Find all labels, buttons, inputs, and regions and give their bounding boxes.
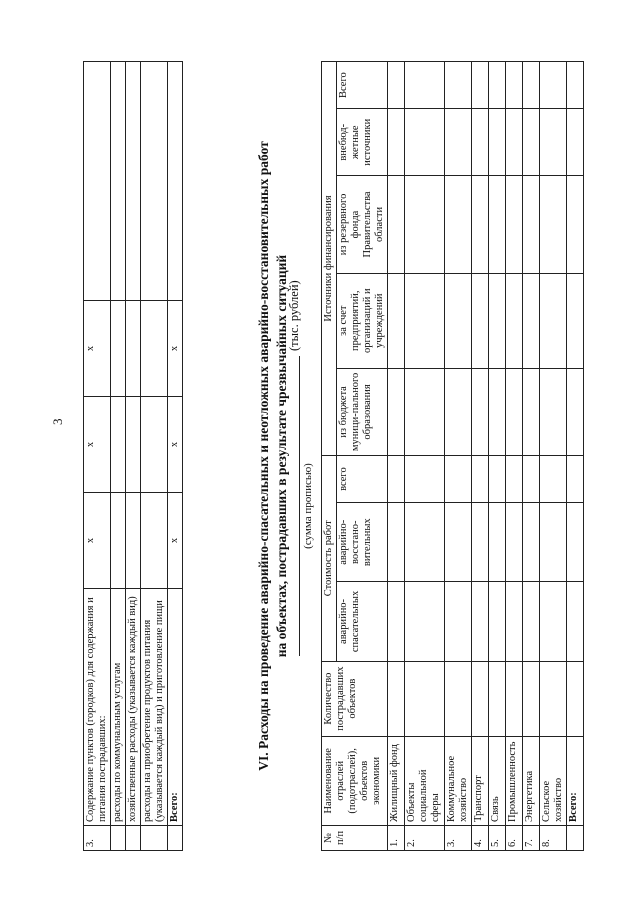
rotated-page-content — [83, 61, 628, 851]
row-value — [471, 176, 488, 273]
row-value — [444, 582, 471, 661]
row-value — [126, 493, 141, 589]
row-label: Транспорт — [471, 736, 488, 825]
row-value — [505, 503, 522, 582]
row-value: x — [84, 301, 111, 397]
row-value — [522, 273, 539, 368]
row-label: Энергетика — [522, 736, 539, 825]
header-src-offbudget: внебюд-жетные источники — [337, 109, 388, 176]
row-number: 3. — [84, 826, 111, 851]
row-value — [522, 661, 539, 736]
row-value — [141, 62, 168, 301]
row-value — [522, 368, 539, 455]
row-value — [444, 109, 471, 176]
table-row — [444, 62, 471, 851]
row-number: 4. — [471, 825, 488, 850]
row-value — [126, 62, 141, 301]
section-title-line1: VI. Расходы на проведение аварийно-спасательных и неотложных аварийно-восстановительных работ — [256, 141, 271, 771]
table-row — [141, 62, 168, 851]
row-value — [388, 368, 405, 455]
row-value — [471, 273, 488, 368]
table-row — [522, 62, 539, 851]
row-value — [111, 301, 126, 397]
row-value — [488, 109, 505, 176]
row-value — [444, 62, 471, 109]
header-row-1 — [322, 62, 337, 851]
header-num: № п/п — [322, 825, 388, 850]
row-value: x — [84, 493, 111, 589]
row-value — [405, 456, 444, 503]
row-value — [522, 503, 539, 582]
row-number: 7. — [522, 825, 539, 850]
row-value — [566, 109, 583, 176]
row-label: Содержание пунктов (городков) для содержания и питания пострадавших: — [84, 589, 111, 826]
row-value — [505, 273, 522, 368]
row-value — [522, 456, 539, 503]
row-label: расходы по коммунальным услугам — [111, 589, 126, 826]
row-value — [111, 493, 126, 589]
row-label: Всего: — [168, 589, 183, 826]
row-value — [471, 503, 488, 582]
row-value — [522, 109, 539, 176]
row-value — [111, 397, 126, 493]
row-value — [566, 273, 583, 368]
row-value — [539, 503, 566, 582]
row-value — [388, 109, 405, 176]
row-value — [444, 661, 471, 736]
row-value — [388, 661, 405, 736]
row-value — [539, 456, 566, 503]
table-row — [405, 62, 444, 851]
header-src-enterprises: за счет предприятий, организаций и учреждений — [337, 273, 388, 368]
row-value — [566, 456, 583, 503]
row-value — [388, 62, 405, 109]
row-value — [566, 368, 583, 455]
row-value — [168, 62, 183, 301]
row-value — [126, 301, 141, 397]
row-number — [126, 826, 141, 851]
header-src-reserve: из резервного фонда Правительства области — [337, 176, 388, 273]
section-title — [255, 61, 290, 851]
row-value — [444, 368, 471, 455]
row-value — [388, 273, 405, 368]
row-value — [471, 62, 488, 109]
row-value: x — [84, 397, 111, 493]
table-row — [471, 62, 488, 851]
row-value: x — [168, 397, 183, 493]
row-value — [471, 456, 488, 503]
row-value — [405, 503, 444, 582]
row-label: Связь — [488, 736, 505, 825]
row-number: 3. — [444, 825, 471, 850]
row-value — [488, 176, 505, 273]
table-row — [505, 62, 522, 851]
section-title-line2: на объектах, пострадавших в результате чрезвычайных ситуаций — [273, 254, 289, 658]
header-cost-total: всего — [337, 456, 388, 503]
row-value — [471, 109, 488, 176]
row-value — [405, 176, 444, 273]
row-value — [505, 109, 522, 176]
row-label: Промышленность — [505, 736, 522, 825]
row-label: Всего: — [566, 736, 583, 825]
row-value — [522, 582, 539, 661]
table-row — [488, 62, 505, 851]
row-number — [168, 826, 183, 851]
row-number: 1. — [388, 825, 405, 850]
row-value — [505, 582, 522, 661]
header-src-total: Всего — [337, 62, 388, 109]
row-value — [405, 273, 444, 368]
header-count: Количество пострадавших объектов — [322, 661, 388, 736]
expenses-table — [321, 61, 584, 851]
row-value — [539, 176, 566, 273]
row-value — [505, 368, 522, 455]
row-value — [539, 368, 566, 455]
row-label: Сельское хозяйство — [539, 736, 566, 825]
row-value: x — [168, 493, 183, 589]
row-value — [488, 368, 505, 455]
row-value — [405, 582, 444, 661]
row-value — [405, 661, 444, 736]
row-value — [566, 176, 583, 273]
row-value — [488, 661, 505, 736]
table-row — [111, 62, 126, 851]
row-value — [471, 582, 488, 661]
row-value — [388, 176, 405, 273]
row-value — [471, 661, 488, 736]
row-value — [444, 456, 471, 503]
row-value — [111, 62, 126, 301]
row-value — [522, 62, 539, 109]
sum-underline — [299, 356, 300, 656]
row-value — [566, 503, 583, 582]
row-number — [566, 825, 583, 850]
row-value — [505, 661, 522, 736]
table-row — [126, 62, 141, 851]
row-value — [405, 109, 444, 176]
page-number: 3 — [50, 418, 65, 425]
row-value — [444, 273, 471, 368]
row-label: Коммунальное хозяйство — [444, 736, 471, 825]
row-value — [539, 62, 566, 109]
row-label: хозяйственные расходы (указывается каждый вид) — [126, 589, 141, 826]
row-value — [388, 503, 405, 582]
row-label: Жилищный фонд — [388, 736, 405, 825]
row-value — [539, 109, 566, 176]
row-value — [505, 456, 522, 503]
row-number — [111, 826, 126, 851]
row-value — [566, 62, 583, 109]
header-sources-group: Источники финансирования — [322, 62, 337, 456]
row-value — [539, 582, 566, 661]
row-value — [566, 661, 583, 736]
row-value — [539, 661, 566, 736]
row-number — [141, 826, 168, 851]
row-value — [488, 503, 505, 582]
row-value — [488, 582, 505, 661]
row-value — [471, 368, 488, 455]
row-label: расходы на приобретение продуктов питания (указывается каждый вид) и приготовление пищи — [141, 589, 168, 826]
row-number: 2. — [405, 825, 444, 850]
row-value — [444, 503, 471, 582]
header-cost-rescue: аварийно-спасательных — [337, 582, 388, 661]
row-value — [505, 62, 522, 109]
row-value — [126, 397, 141, 493]
row-value — [388, 582, 405, 661]
row-value — [141, 397, 168, 493]
row-value — [488, 456, 505, 503]
row-value — [566, 582, 583, 661]
table-row — [566, 62, 583, 851]
header-src-municipal: из бюджета муници-пального образования — [337, 368, 388, 455]
table-row — [539, 62, 566, 851]
table-row — [168, 62, 183, 851]
row-value — [141, 301, 168, 397]
row-value — [539, 273, 566, 368]
sum-label: (сумма прописью) — [302, 463, 314, 549]
header-cost-group: Стоимость работ — [322, 456, 337, 661]
row-number: 8. — [539, 825, 566, 850]
row-value — [488, 273, 505, 368]
table-row — [388, 62, 405, 851]
unit-label: (тыс. рублей) — [287, 280, 301, 351]
row-value — [405, 62, 444, 109]
row-value — [405, 368, 444, 455]
row-value — [388, 456, 405, 503]
row-number: 5. — [488, 825, 505, 850]
lodging-expenses-table — [83, 61, 183, 851]
row-value — [488, 62, 505, 109]
header-name: Наименование отраслей (подотраслей), объектов экономики — [322, 736, 388, 825]
row-value — [84, 62, 111, 301]
table-row — [84, 62, 111, 851]
row-number: 6. — [505, 825, 522, 850]
row-value: x — [168, 301, 183, 397]
row-value — [505, 176, 522, 273]
row-value — [522, 176, 539, 273]
header-cost-restore: аварийно-восстано-вительных — [337, 503, 388, 582]
row-value — [444, 176, 471, 273]
row-value — [141, 493, 168, 589]
row-label: Объекты социальной сферы — [405, 736, 444, 825]
